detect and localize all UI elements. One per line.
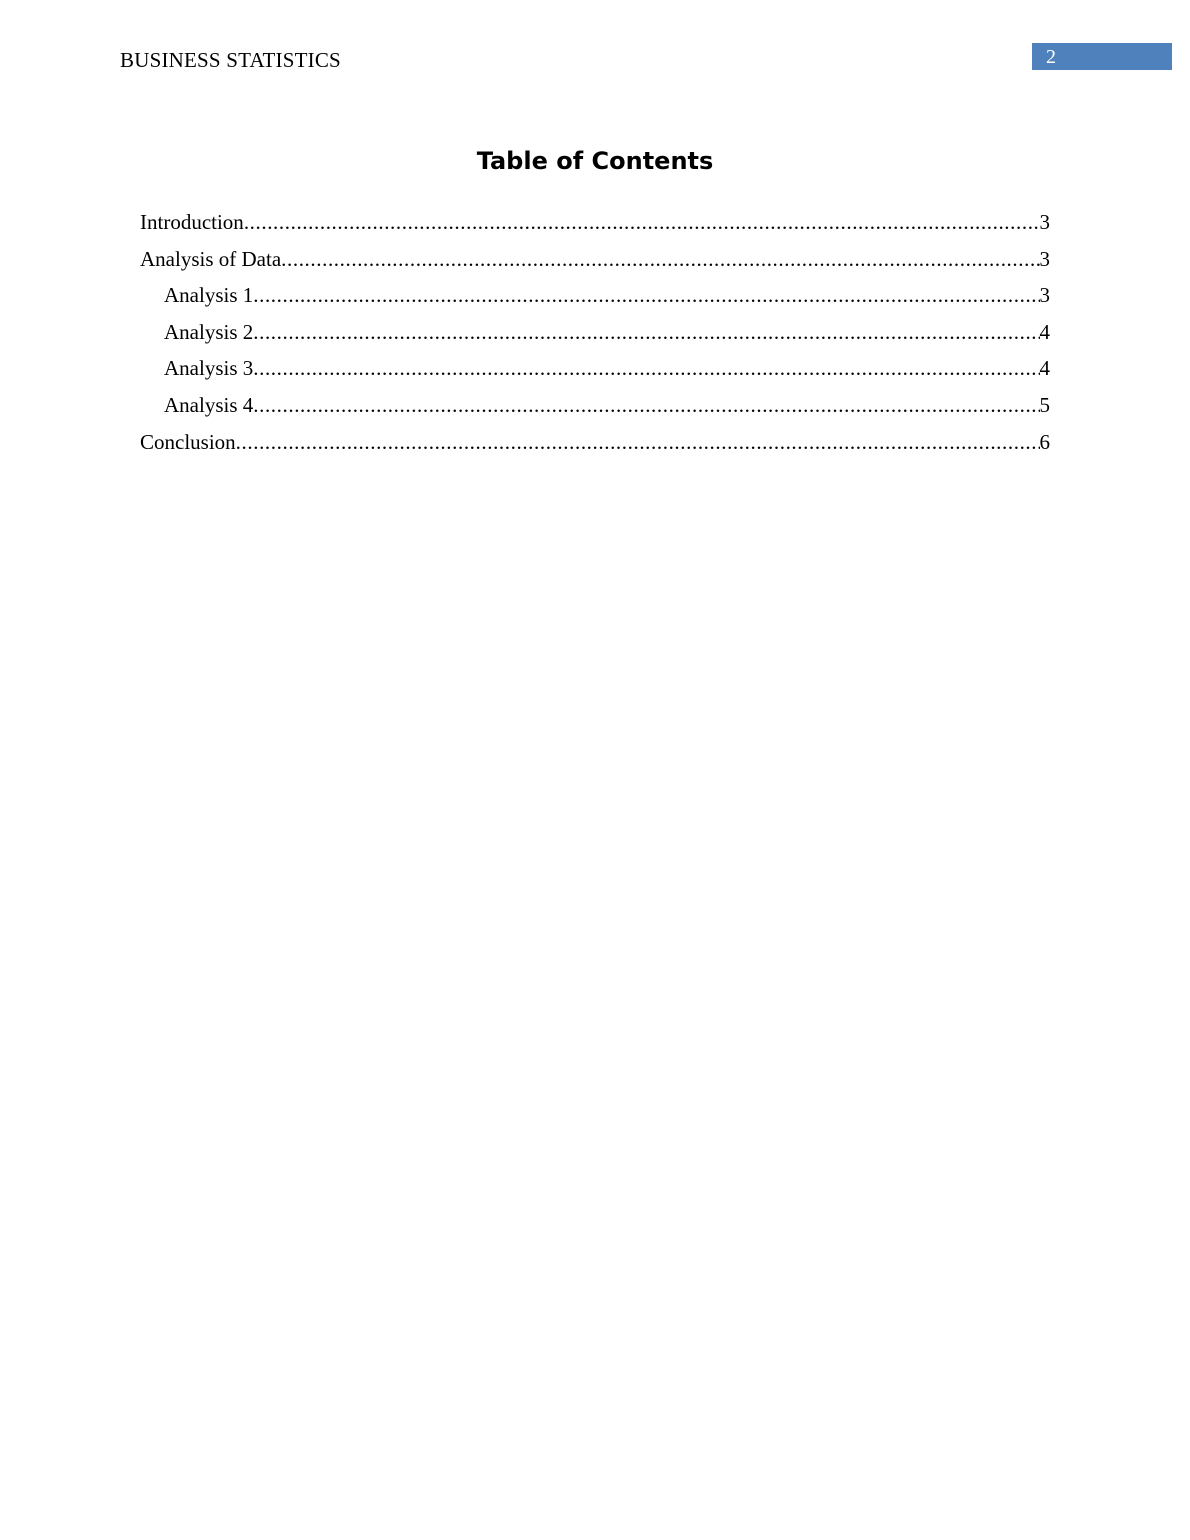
toc-entry-analysis-1[interactable] [140,280,1050,317]
page-number: 2 [1046,46,1056,68]
toc-entry-analysis-2[interactable] [140,317,1050,354]
page-number-box [1032,43,1172,70]
toc-dot-leader [253,390,1039,420]
toc-entry-analysis-4[interactable] [140,390,1050,427]
running-header-title: BUSINESS STATISTICS [120,48,341,72]
toc-entry-page: 4 [1039,356,1050,381]
toc-entry-analysis-of-data[interactable] [140,244,1050,281]
toc-dot-leader [253,353,1039,383]
toc-dot-leader [253,280,1039,310]
toc-entry-label: Conclusion [140,429,236,454]
table-of-contents [140,207,1050,463]
toc-heading: Table of Contents [476,147,714,175]
toc-entry-label: Analysis 2 [164,319,254,344]
toc-entry-label: Analysis of Data [140,246,282,271]
toc-entry-label: Analysis 1 [164,283,254,308]
toc-entry-label: Introduction [140,210,244,234]
toc-entry-label: Analysis 3 [164,356,254,381]
toc-entry-analysis-3[interactable] [140,353,1050,390]
toc-entry-label: Analysis 4 [164,392,254,417]
toc-entry-introduction[interactable] [140,207,1050,244]
toc-dot-leader [244,207,1040,237]
toc-entry-page: 4 [1039,319,1050,344]
toc-entry-page: 3 [1039,246,1050,271]
toc-entry-page: 6 [1039,429,1050,454]
toc-dot-leader [236,427,1040,457]
toc-entry-page: 3 [1039,283,1050,308]
toc-entry-page: 5 [1039,392,1050,417]
toc-entry-page: 3 [1039,210,1050,234]
toc-dot-leader [281,244,1039,274]
toc-dot-leader [253,317,1039,347]
toc-entry-conclusion[interactable] [140,427,1050,464]
